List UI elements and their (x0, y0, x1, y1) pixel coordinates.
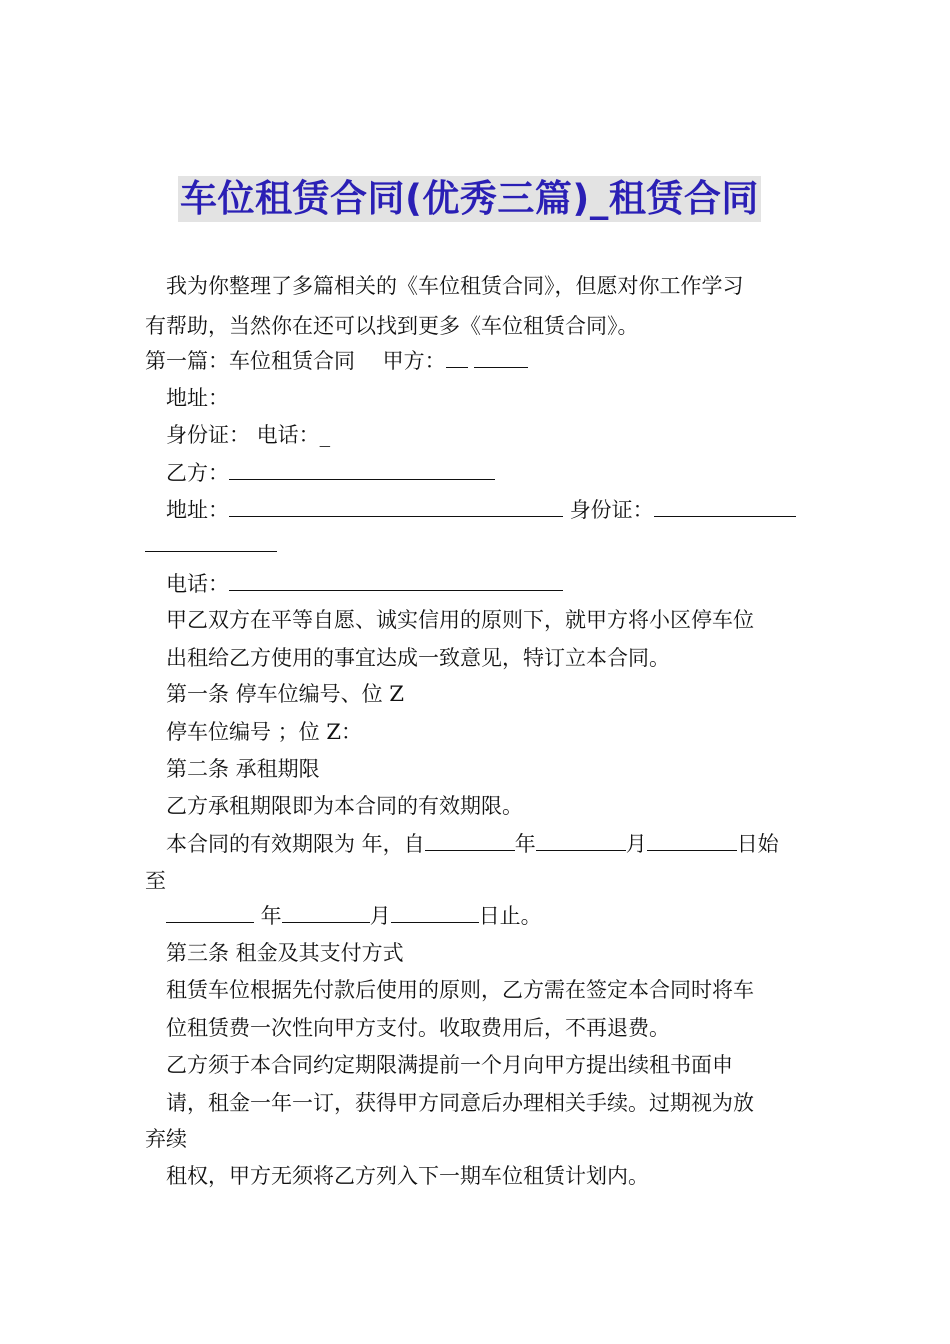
document-title: 车位租赁合同(优秀三篇)_租赁合同 (180, 177, 759, 220)
preamble-line-2: 出租给乙方使用的事宜达成一致意见，特订立本合同。 (166, 646, 670, 670)
article2-to: 至 (145, 869, 166, 893)
party-a-blank-1 (446, 345, 468, 368)
article3-body2-line2: 请，租金一年一订，获得甲方同意后办理相关手续。过期视为放 (166, 1091, 754, 1115)
party-a-address: 地址： (166, 386, 229, 410)
part1-heading: 第一篇：车位租赁合同 甲方： (145, 349, 446, 373)
start-month-blank (536, 828, 626, 851)
start-day-label: 日始 (736, 832, 779, 856)
intro-line-2: 有帮助，当然你在还可以找到更多《车位租赁合同》。 (145, 314, 639, 338)
party-b-address-blank (229, 494, 563, 517)
party-b-address-line (166, 494, 796, 524)
intro-line-1: 我为你整理了多篇相关的《车位租赁合同》，但愿对你工作学习 (166, 274, 744, 298)
party-b-line (166, 457, 495, 487)
article3-heading: 第三条 租金及其支付方式 (166, 941, 404, 965)
party-b-label: 乙方： (166, 461, 229, 485)
start-year-label: 年 (514, 832, 536, 856)
party-a-id-phone: 身份证： 电话：_ (166, 423, 331, 447)
end-year-label: 年 (254, 904, 282, 928)
preamble-line-1: 甲乙双方在平等自愿、诚实信用的原则下，就甲方将小区停车位 (166, 608, 754, 632)
end-month-label: 月 (369, 904, 391, 928)
article1-body: 停车位编号 ；位 Z： (166, 720, 362, 744)
end-day-label: 日止。 (478, 904, 542, 928)
party-b-blank (229, 457, 495, 480)
party-b-id-blank-2 (145, 529, 277, 552)
party-b-id-blank (654, 494, 796, 517)
article2-term-prefix: 本合同的有效期限为 年，自 (166, 832, 425, 856)
end-year-blank (166, 900, 254, 923)
party-b-phone-label: 电话： (166, 572, 229, 596)
party-b-id-continuation (145, 529, 277, 559)
article3-body1-line1: 租赁车位根据先付款后使用的原则，乙方需在签定本合同时将车 (166, 978, 754, 1002)
end-day-blank (391, 900, 479, 923)
start-day-blank (647, 828, 737, 851)
part1-heading-line (145, 345, 528, 375)
article1-heading: 第一条 停车位编号、位 Z (166, 682, 404, 706)
article3-body1-line2: 位租赁费一次性向甲方支付。收取费用后，不再退费。 (166, 1016, 670, 1040)
start-year-blank (425, 828, 515, 851)
article3-body2-line3: 弃续 (145, 1127, 187, 1151)
party-b-phone-line (166, 568, 563, 598)
party-a-blank-2 (474, 345, 528, 368)
end-month-blank (282, 900, 370, 923)
article2-end-line (166, 900, 542, 930)
party-b-phone-blank (229, 568, 563, 591)
start-month-label: 月 (625, 832, 647, 856)
article2-heading: 第二条 承租期限 (166, 757, 320, 781)
party-b-id-label: 身份证： (569, 498, 654, 522)
article3-body2-line4: 租权，甲方无须将乙方列入下一期车位租赁计划内。 (166, 1164, 649, 1188)
article3-body2-line1: 乙方须于本合同约定期限满提前一个月向甲方提出续租书面申 (166, 1053, 733, 1077)
party-b-address-label: 地址： (166, 498, 229, 522)
article2-body-1: 乙方承租期限即为本合同的有效期限。 (166, 794, 523, 818)
article2-term-line (166, 828, 779, 858)
